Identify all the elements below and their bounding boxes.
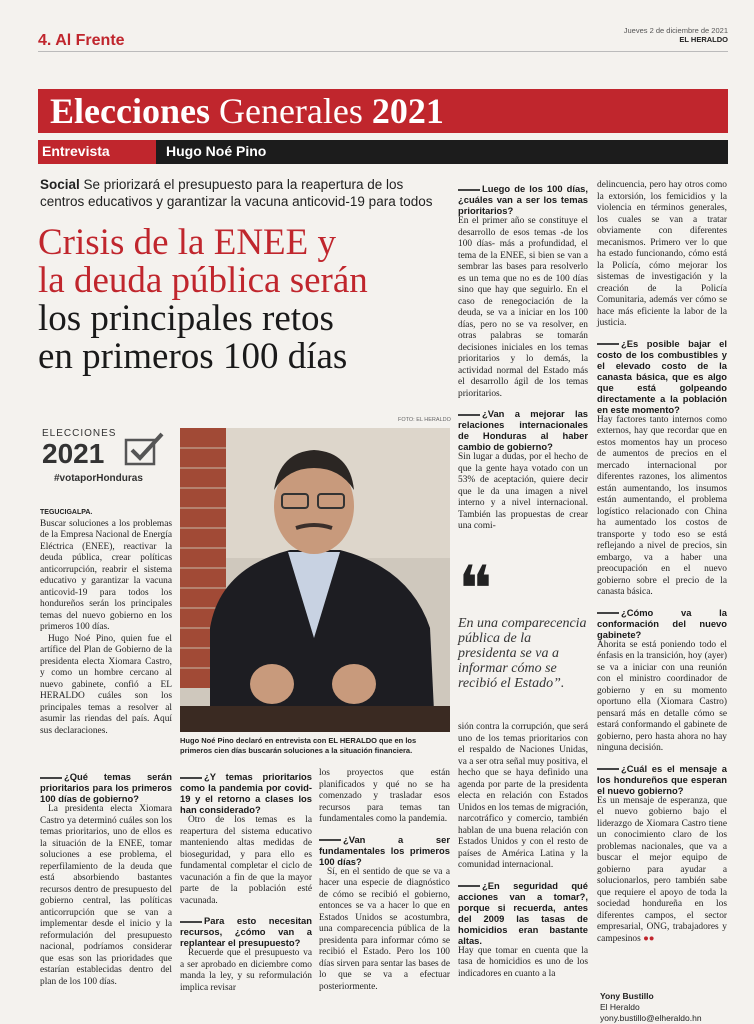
- question-5: Luego de los 100 días, ¿cuáles van a ser los temas prioritarios?: [458, 183, 588, 216]
- interviewee-name: Hugo Noé Pino: [166, 143, 267, 159]
- interview-label: Entrevista: [42, 143, 110, 159]
- banner-title: [50, 91, 444, 131]
- dek: [40, 176, 450, 210]
- answer-2: Otro de los temas es la reapertura del sistema educativo manteniendo altas medidas de bioseguridad, y para ello es fundamental completar el ciclo de vacunación a fin de que la mayor parte de la población esté vacunada.: [180, 815, 312, 906]
- page-header: [38, 32, 125, 50]
- column-2-bottom: [180, 768, 312, 994]
- answer-9: Ahorita se está poniendo todo el énfasis en la transición, hoy (ayer) se va a iniciar con una reunión con el ministro coordinador de gobierno y en su momento oportuno ella (Xiomara Castro) pensará más en detalle cómo se estará conformando el gabinete de gobierno, pero hasta ahora no hay ninguna decisión.: [597, 639, 727, 753]
- answer-4: Sí, en el sentido de que se va a hacer una especie de diagnóstico de cómo se recibió el gobierno, entonces se va a hacer lo que en Estados Unidos se acostumbra, una comparecencia pública de la presidenta para informar cómo se recibió el Estado. Pero los 100 días sirven para sentar las bases de lo que se va a efectuar posteriormente.: [319, 866, 450, 992]
- dateline: TEGUCIGALPA.: [40, 509, 93, 516]
- pull-quote: [458, 554, 588, 691]
- answer-7-part-1: Hay que tomar en cuenta que la tasa de homicidios es uno de los indicadores en cuanto a la: [458, 945, 588, 979]
- answer-6-part-1: Sin lugar a dudas, por el hecho de que la gente haya votado con un 53% de aceptación, quiere decir que le da una imagen a nivel interno y a nivel internacional. También las propuestas de crear una comi-: [458, 452, 588, 531]
- question-6: ¿Van a mejorar las relaciones internacionales de Honduras al haber cambio de gobierno?: [458, 408, 588, 452]
- column-3-bottom: [319, 768, 450, 993]
- question-3: Para esto necesitan recursos, ¿cómo van a replantear el presupuesto?: [180, 915, 312, 948]
- headline-line-3: los principales retos: [38, 298, 334, 339]
- dek-text: Se priorizará el presupuesto para la reapertura de los centros educativos y garantizar la vacuna anticovid-19 para todos: [40, 177, 433, 209]
- photo-illustration: [180, 428, 450, 732]
- headline-line-4: en primeros 100 días: [38, 336, 348, 377]
- headline-line-1: Crisis de la ENEE y: [38, 222, 337, 263]
- logo-label: ELECCIONES: [42, 428, 117, 439]
- logo-hashtag: #votaporHonduras: [54, 473, 143, 484]
- quote-marks-icon: ❝: [458, 554, 493, 625]
- paper-name: EL HERALDO: [679, 35, 728, 44]
- byline-name: Yony Bustillo: [600, 991, 654, 1001]
- answer-1: La presidenta electa Xiomara Castro ya determinó cuáles son los temas prioritarios, uno de ellos es la situación de la ENEE, tomar soluciones a ese problema, el reperfilamiento de la deuda que está absorbiendo bastantes recursos dentro de presupuesto del gobierno central, las políticas anticorrupción que se van a implementar desde el inicio y la reformulación del presupuesto nacional, podríamos considerar que esas son las prioridades que estarían establecidas dentro del plan de los 100 días.: [40, 804, 172, 987]
- ballot-check-icon: [124, 432, 166, 468]
- question-8: ¿Es posible bajar el costo de los combustibles y el elevado costo de la canasta básica, que es algo que está golpeando directamente a la población en este momento?: [597, 337, 727, 415]
- interview-photo: [180, 428, 450, 732]
- question-2: ¿Y temas prioritarios como la pandemia por covid-19 y el retorno a clases los han considerado?: [180, 771, 312, 815]
- question-10: ¿Cuál es el mensaje a los hondureños que esperan el nuevo gobierno?: [597, 762, 727, 796]
- question-7: ¿En seguridad qué acciones van a tomar?, porque si recuerda, antes del 2009 las tasas de homicidios eran bastante altas.: [458, 879, 588, 946]
- answer-3-part-2: los proyectos que están planificados y qué no se ha comenzado y trasladar esos recursos para temas tan fundamentales como la pandemia.: [319, 768, 450, 824]
- answer-7-part-2: delincuencia, pero hay otros como la extorsión, los femicidios y la violencia en términos generales, los cuales se van a tratar obviamente con diferentes mecanismos. Primero ver lo que ha estado funcionando, cómo está la Policía, cómo mejorar los sistemas de investigación y la creación de la Policía Comunitaria, además ver cómo se hace más eficiente la labor de la justicia.: [597, 180, 727, 328]
- page-number: 4.: [38, 32, 52, 49]
- column-5: [597, 180, 727, 945]
- byline-email: yony.bustillo@elheraldo.hn: [600, 1013, 702, 1023]
- intro-paragraph-1: Buscar soluciones a los problemas de la Empresa Nacional de Energía Eléctrica (ENEE), reactivar la deuda pública, crear políticas anticorrupción, reabrir el sistema educativo y garantizar la vacuna anticovid-19 para todos los hondureños serán los principales temas del nuevo gobierno en los primeros 100 días.: [40, 518, 172, 632]
- banner-word-2: Generales: [218, 91, 363, 131]
- section-name: Al Frente: [55, 32, 125, 49]
- answer-3-part-1: Recuerde que el presupuesto va a ser aprobado en diciembre como manda la ley, y su reformulación implica revisar: [180, 948, 312, 993]
- headline-line-2: la deuda pública serán: [38, 260, 368, 301]
- byline: [600, 991, 702, 1024]
- elections-logo: [40, 428, 172, 490]
- answer-10-text: Es un mensaje de esperanza, que el nuevo gobierno bajo el liderazgo de Xiomara Castro tiene un conocimiento claro de los problemas nacionales, que va a buscar el mejor equipo de gobierno para ayudar a solucionarlos, pero también sabe que requiere el apoyo de toda la sociedad hondureña en los diferentes campos, el sector empresarial, ONG, trabajadores y campesinos: [597, 795, 727, 944]
- answer-10: [597, 796, 727, 946]
- photo-caption: Hugo Noé Pino declaró en entrevista con EL HERALDO que en los primeros cien días buscarán soluciones a la situación financiera.: [180, 736, 417, 755]
- intro-paragraph-2: Hugo Noé Pino, quien fue el artífice del Plan de Gobierno de la presidenta electa Xiomara Castro, y como un hombre cercano al nuevo gabinete, confió a EL HERALDO cuáles son los principales temas a resolver al asumir las riendas del país. Aquí sus declaraciones.: [40, 633, 172, 736]
- answer-6-part-2: sión contra la corrupción, que será uno de los temas prioritarios con el respaldo de Naciones Unidas, va a ser otra señal muy positiva, el hecho que se haya definido una agenda por parte de la presidenta electa en relación con Estados Unidos en los temas de migración, narcotráfico y comercio, también hablan de una buena relación con Estados Unidos y con el resto de países de América Latina y la comunidad internacional.: [458, 722, 588, 870]
- answer-8: Hay factores tanto internos como externos, hay que recordar que en estos momentos hay un proceso de aumentos de precios en el mercado internacional por diferentes razones, los alimentos están aumentando, los insumos están aumentando, el problema logístico relacionado con China ha aumentado los costos de transporte y todo eso se está reflejando a nivel de precios, sin embargo, va a haber una preocupación en el nuevo gobierno sobre el precio de la canasta básica.: [597, 414, 727, 597]
- pull-quote-text: En una comparecencia pública de la presidenta se va a informar cómo se recibió el Estado”.: [458, 616, 587, 691]
- issue-date: Jueves 2 de diciembre de 2021: [623, 26, 728, 35]
- date-info: [624, 26, 728, 44]
- byline-outlet: El Heraldo: [600, 1002, 640, 1012]
- column-4-top: [458, 180, 588, 533]
- answer-5: En el primer año se constituye el desarrollo de esos temas -de los 100 días- más a profundidad, el tema de la ENEE, si bien se van a sembrar las bases para resolverlo es un tema que no es de 100 días sino que hay que seguirlo. En el caso de renegociación de la deuda, se va a iniciar en los 100 días, pero no se va resolver, en otras palabras se tomarán decisiones iniciales en los temas prioritarios y lo demás, la actividad normal del Estado más el desarrollo ágil de los temas prioritarios.: [458, 216, 588, 399]
- headline: [38, 224, 458, 376]
- column-4-bottom: [458, 722, 588, 980]
- dek-kicker: Social: [40, 177, 80, 192]
- question-4: ¿Van a ser fundamentales los primeros 100 días?: [319, 833, 450, 867]
- interview-bar: [38, 140, 728, 164]
- photo-credit: FOTO: EL HERALDO: [398, 417, 451, 423]
- question-1: ¿Qué temas serán prioritarios para los primeros 100 días de gobierno?: [40, 771, 172, 804]
- column-1-top: [40, 507, 172, 737]
- column-1-bottom: [40, 768, 172, 988]
- banner-year: 2021: [371, 91, 444, 131]
- banner-word-1: Elecciones: [50, 91, 210, 131]
- question-9: ¿Cómo va la conformación del nuevo gabinete?: [597, 606, 727, 640]
- logo-year: 2021: [42, 438, 105, 469]
- end-mark-icon: ●●: [643, 933, 655, 944]
